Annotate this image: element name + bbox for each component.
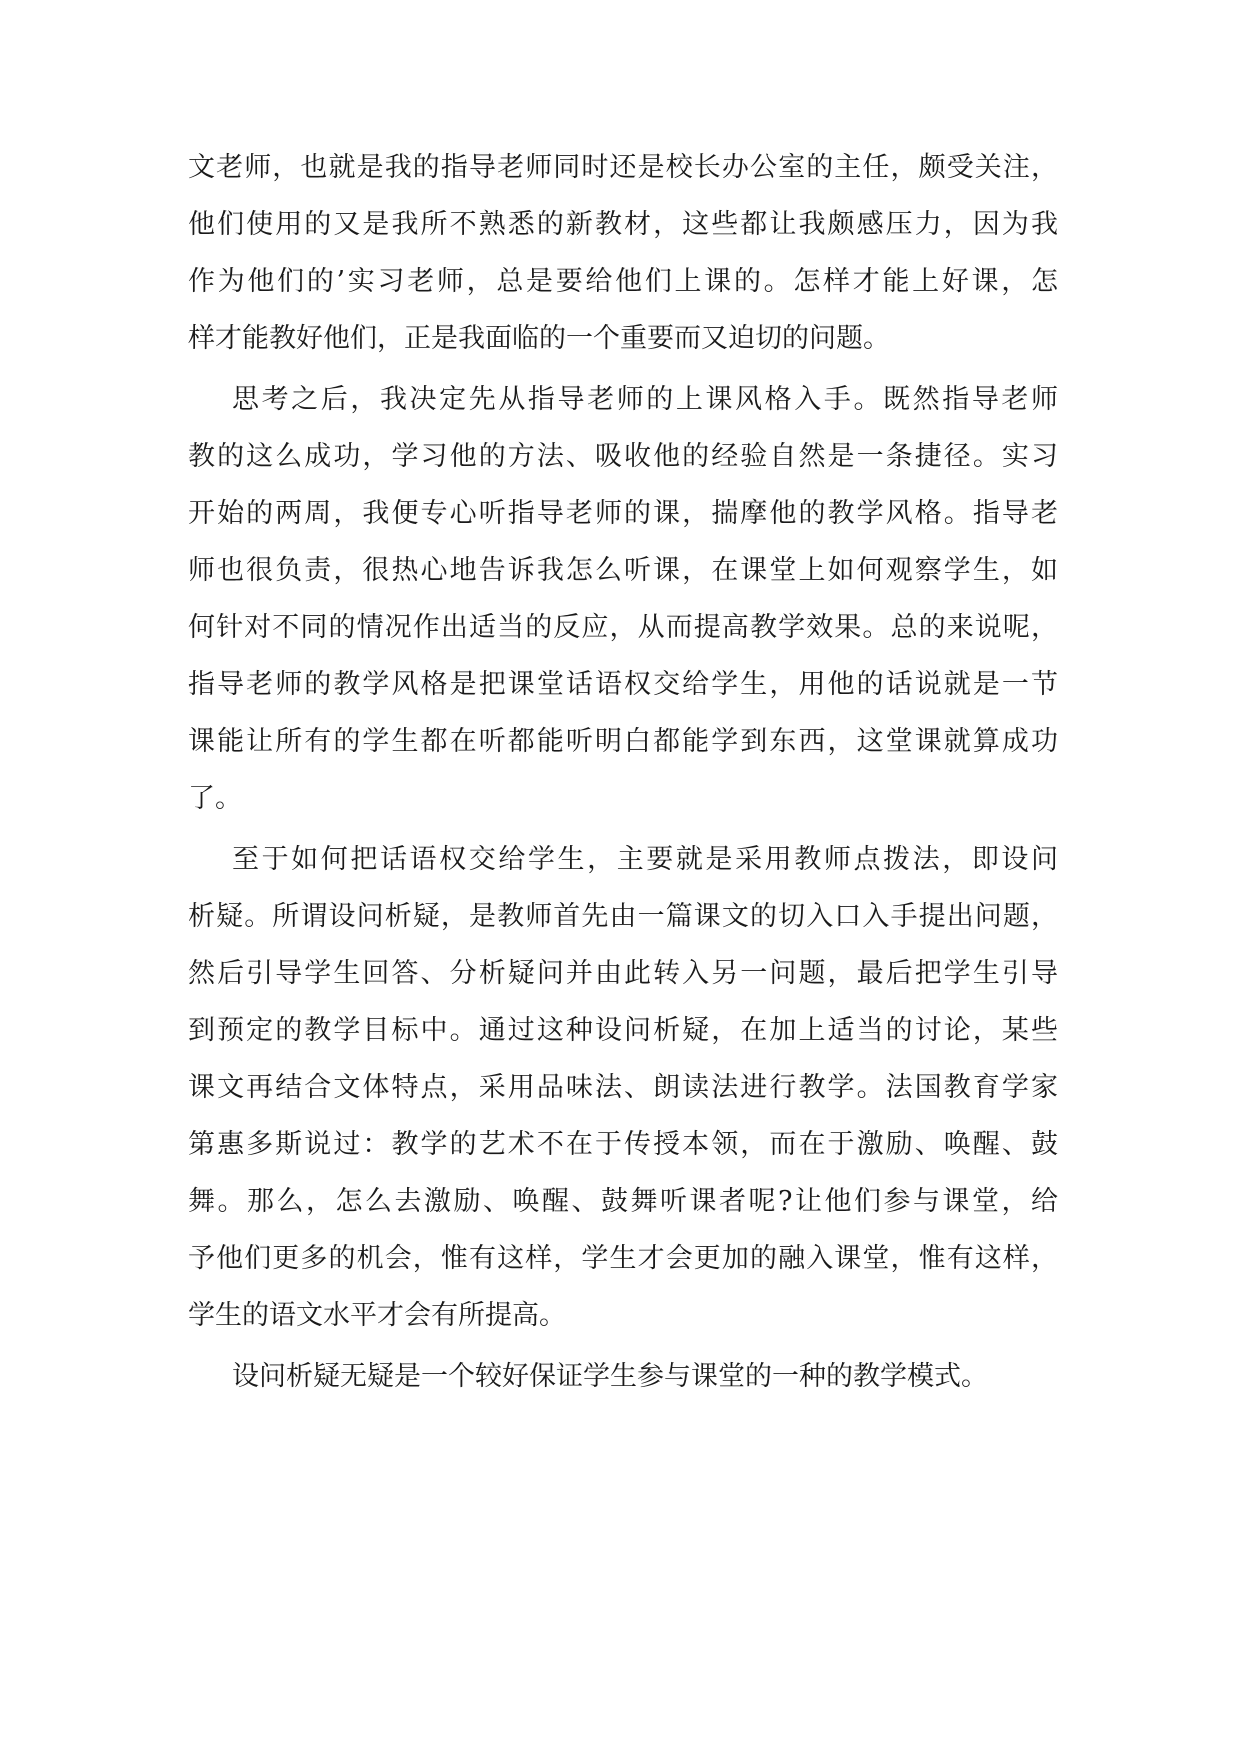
text-line: 指导老师的教学风格是把课堂话语权交给学生，用他的话说就是一节 (188, 669, 1058, 700)
text-line: 舞。那么，怎么去激励、唤醒、鼓舞听课者呢?让他们参与课堂，给 (188, 1186, 1058, 1217)
text-line: 师也很负责，很热心地告诉我怎么听课，在课堂上如何观察学生，如 (188, 555, 1058, 586)
text-line: 何针对不同的情况作出适当的反应，从而提高教学效果。总的来说呢， (188, 612, 1058, 643)
text-line: 到预定的教学目标中。通过这种设问析疑，在加上适当的讨论，某些 (188, 1015, 1058, 1046)
text-line: 学生的语文水平才会有所提高。 (188, 1300, 566, 1331)
text-line: 第惠多斯说过：教学的艺术不在于传授本领，而在于激励、唤醒、鼓 (188, 1129, 1058, 1160)
text-line: 析疑。所谓设问析疑，是教师首先由一篇课文的切入口入手提出问题， (188, 901, 1058, 932)
text-line: 思考之后，我决定先从指导老师的上课风格入手。既然指导老师 (232, 384, 1058, 415)
text-line: 至于如何把话语权交给学生，主要就是采用教师点拨法，即设问 (232, 844, 1058, 875)
text-line: 教的这么成功，学习他的方法、吸收他的经验自然是一条捷径。实习 (188, 441, 1058, 472)
text-line: 然后引导学生回答、分析疑问并由此转入另一问题，最后把学生引导 (188, 958, 1058, 989)
text-line: 他们使用的又是我所不熟悉的新教材，这些都让我颇感压力，因为我 (188, 209, 1058, 240)
text-line: 设问析疑无疑是一个较好保证学生参与课堂的一种的教学模式。 (232, 1361, 988, 1392)
text-line: 了。 (188, 783, 242, 814)
text-line: 课文再结合文体特点，采用品味法、朗读法进行教学。法国教育学家 (188, 1072, 1058, 1103)
text-line: 予他们更多的机会，惟有这样，学生才会更加的融入课堂，惟有这样， (188, 1243, 1058, 1274)
text-line: 开始的两周，我便专心听指导老师的课，揣摩他的教学风格。指导老 (188, 498, 1058, 529)
text-line: 课能让所有的学生都在听都能听明白都能学到东西，这堂课就算成功 (188, 726, 1058, 757)
text-line: 文老师，也就是我的指导老师同时还是校长办公室的主任，颇受关注， (188, 152, 1058, 183)
text-line: 样才能教好他们，正是我面临的一个重要而又迫切的问题。 (188, 323, 890, 354)
text-line: 作为他们的’实习老师，总是要给他们上课的。怎样才能上好课，怎 (188, 266, 1058, 297)
